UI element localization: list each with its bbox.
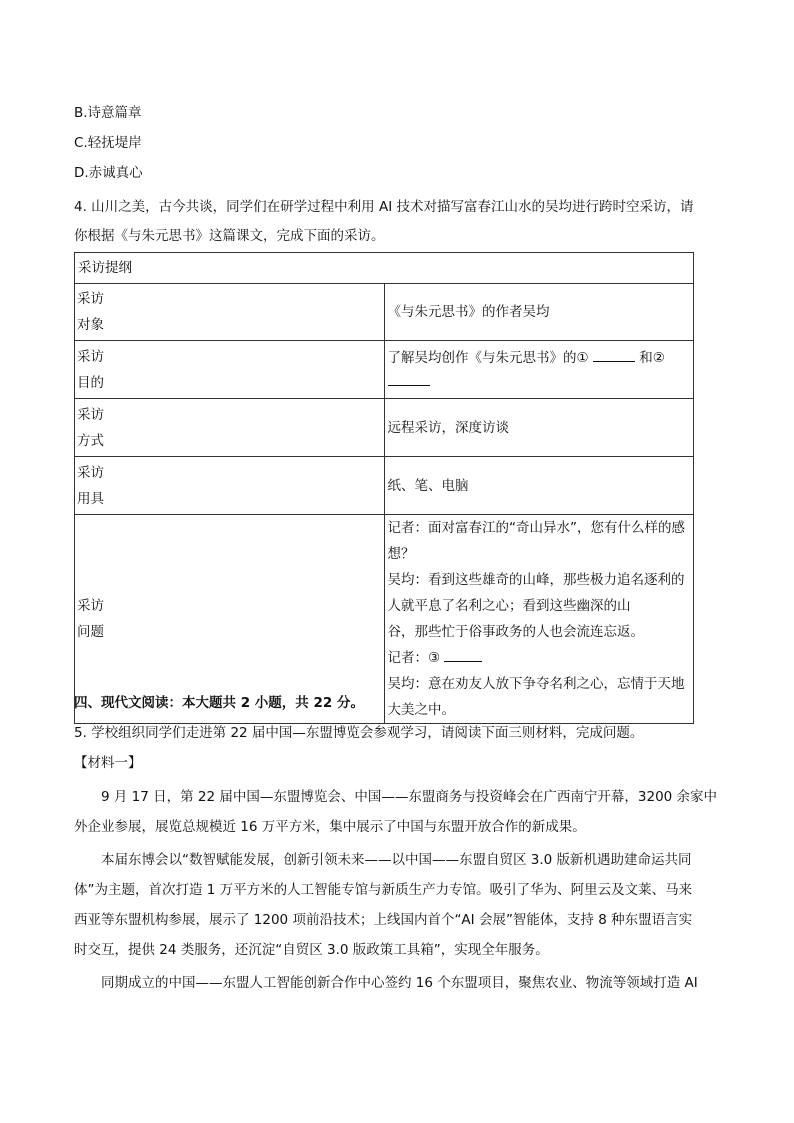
table-row (75, 457, 694, 515)
row-label: 采访 目的 (75, 341, 385, 399)
table-header-row (75, 253, 694, 284)
question4-line2: 你根据《与朱元思书》这篇课文，完成下面的采访。 (74, 228, 385, 244)
row-label: 采访 问题 (75, 515, 385, 724)
question5-intro: 5. 学校组织同学们走进第 22 届中国—东盟博览会参观学习，请阅读下面三则材料，完成问题。 (74, 725, 644, 741)
option-d: D.赤诚真心 (74, 165, 143, 181)
row-label: 采访 用具 (75, 457, 385, 515)
interview-outline-table (74, 252, 694, 724)
section4-heading: 四、现代文阅读：本大题共 2 小题，共 22 分。 (74, 695, 364, 711)
answer-1-line1: 吴均：看到这些雄奇的山峰，那些极力追名逐利的人就平息了名利之心；看到这些幽深的山 (387, 572, 685, 614)
option-b: B.诗意篇章 (74, 105, 142, 121)
question-1: 记者：面对富春江的“奇山异水”，您有什么样的感想？ (387, 520, 685, 562)
row-label: 采访 方式 (75, 399, 385, 457)
answer-blank-2[interactable] (388, 371, 430, 386)
row-content: 《与朱元思书》的作者吴均 (384, 284, 694, 341)
material-1-title: 【材料一】 (74, 755, 142, 771)
option-c: C.轻抚堤岸 (74, 135, 142, 151)
question4-line1: 4. 山川之美，古今共谈，同学们在研学过程中利用 AI 技术对描写富春江山水的吴均进行跨时空采访，请 (74, 199, 694, 215)
material-1-p1-line1: 9 月 17 日，第 22 届中国—东盟博览会、中国——东盟商务与投资峰会在广西南宁开幕，3200 余家中 (101, 789, 718, 805)
table-header: 采访提纲 (75, 253, 694, 284)
answer-1-line2: 谷，那些忙于俗事政务的人也会流连忘返。 (387, 624, 644, 640)
answer-blank-3[interactable] (444, 647, 482, 662)
row-content: 纸、笔、电脑 (384, 457, 694, 515)
answer-2: 吴均：意在劝友人放下争夺名利之心，忘情于天地大美之中。 (387, 676, 685, 718)
material-1-p2-line3: 西亚等东盟机构参展，展示了 1200 项前沿技术；上线国内首个“AI 会展”智能体，支持 8 种东盟语言实 (74, 912, 693, 928)
answer-blank-1[interactable] (593, 347, 635, 362)
questions-content (384, 515, 694, 724)
row-label: 采访 对象 (75, 284, 385, 341)
table-row (75, 284, 694, 341)
material-1-p2-line4: 时交互，提供 24 类服务，还沉淀“自贸区 3.0 版政策工具箱”，实现全年服务。 (74, 942, 549, 958)
material-1-p3-line1: 同期成立的中国——东盟人工智能创新合作中心签约 16 个东盟项目，聚焦农业、物流等领域打造 AI (101, 975, 698, 991)
row-content: 远程采访，深度访谈 (384, 399, 694, 457)
table-row (75, 341, 694, 399)
table-row (75, 399, 694, 457)
row-content: 了解吴均创作《与朱元思书》的① 和② (384, 341, 694, 399)
question-2: 记者：③ (388, 645, 691, 671)
material-1-p2-line1: 本届东博会以“数智赋能发展，创新引领未来——以中国——东盟自贸区 3.0 版新机遇助建命运共同 (101, 852, 692, 868)
material-1-p2-line2: 体”为主题，首次打造 1 万平方米的人工智能专馆与新质生产力专馆。吸引了华为、阿里云及文莱、马来 (74, 882, 693, 898)
material-1-p1-line2: 外企业参展，展览总规模近 16 万平方米，集中展示了中国与东盟开放合作的新成果。 (74, 819, 586, 835)
